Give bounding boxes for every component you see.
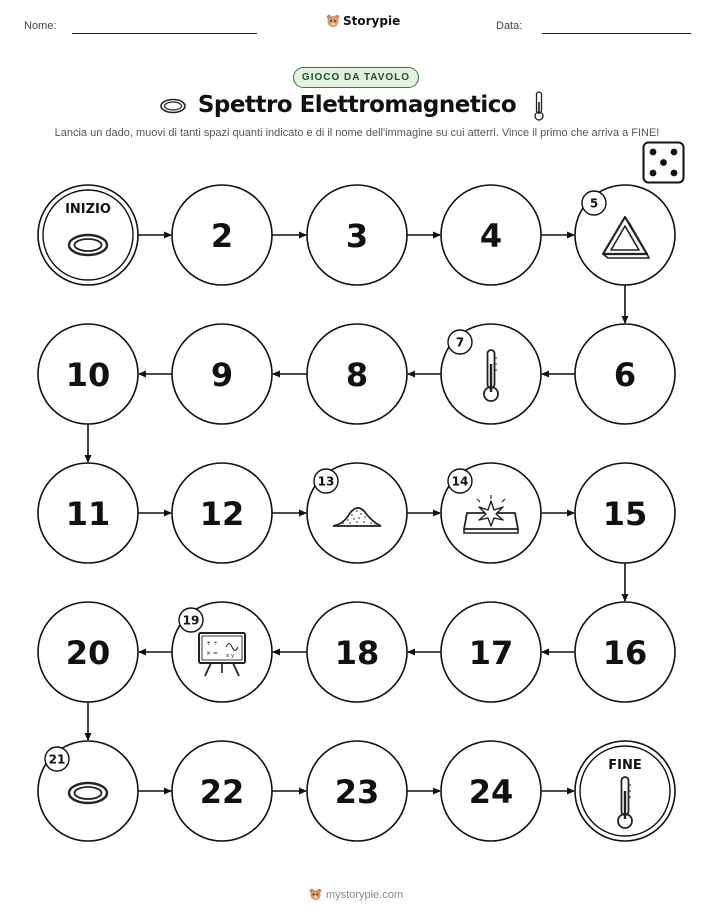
board-space: [575, 463, 675, 563]
space-number: 17: [468, 634, 514, 672]
board-space: [307, 185, 407, 285]
name-label: Nome:: [24, 20, 57, 32]
space-label: FINE: [608, 758, 642, 773]
bear-icon: [309, 888, 322, 901]
board-space: [38, 463, 138, 563]
space-number: 22: [199, 773, 245, 811]
board-space: [307, 463, 407, 563]
footer: [309, 888, 403, 901]
space-number: 4: [479, 217, 503, 255]
board-space: [441, 324, 541, 424]
board-space: [38, 324, 138, 424]
space-number: 21: [48, 752, 66, 767]
board-space: [172, 185, 272, 285]
board-space: [441, 602, 541, 702]
board-space: [38, 602, 138, 702]
category-badge: GIOCO DA TAVOLO: [293, 67, 419, 88]
space-number: 23: [334, 773, 380, 811]
space-label: INIZIO: [65, 202, 111, 217]
space-number: 13: [317, 474, 335, 489]
brand-name: Storypie: [343, 14, 401, 28]
space-number: 18: [334, 634, 380, 672]
space-number: 19: [182, 613, 200, 628]
space-number: 15: [602, 495, 648, 533]
board-space: [575, 185, 675, 285]
space-number: 6: [613, 356, 637, 394]
board-space: [441, 463, 541, 563]
finish-space: [575, 741, 675, 841]
board-space: [441, 185, 541, 285]
space-number: 9: [210, 356, 234, 394]
space-number: 10: [65, 356, 111, 394]
space-number: 14: [451, 474, 469, 489]
space-number: 8: [345, 356, 369, 394]
board-space: [172, 741, 272, 841]
instructions: Lancia un dado, muovi di tanti spazi quanti indicato e di il nome dell'immagine su cui atterri. Vince il primo che arriva a FINE!: [54, 127, 660, 139]
start-space: [38, 185, 138, 285]
board-space: [38, 741, 138, 841]
space-number: 5: [589, 196, 599, 211]
board-space: [307, 324, 407, 424]
board-space: [575, 602, 675, 702]
footer-url: mystorypie.com: [326, 888, 404, 901]
space-number: 16: [602, 634, 648, 672]
board-space: [307, 602, 407, 702]
board-space: [172, 602, 272, 702]
space-number: 3: [345, 217, 369, 255]
space-number: 12: [199, 495, 245, 533]
space-number: 24: [468, 773, 514, 811]
date-label: Data:: [496, 20, 523, 32]
board-space: [172, 463, 272, 563]
space-number: 7: [455, 335, 465, 350]
space-number: 11: [65, 495, 111, 533]
board-space: [172, 324, 272, 424]
page-title: Spettro Elettromagnetico: [197, 92, 517, 118]
board-space: [441, 741, 541, 841]
board-space: [307, 741, 407, 841]
space-number: 20: [65, 634, 111, 672]
space-number: 2: [210, 217, 234, 255]
board-space: [575, 324, 675, 424]
